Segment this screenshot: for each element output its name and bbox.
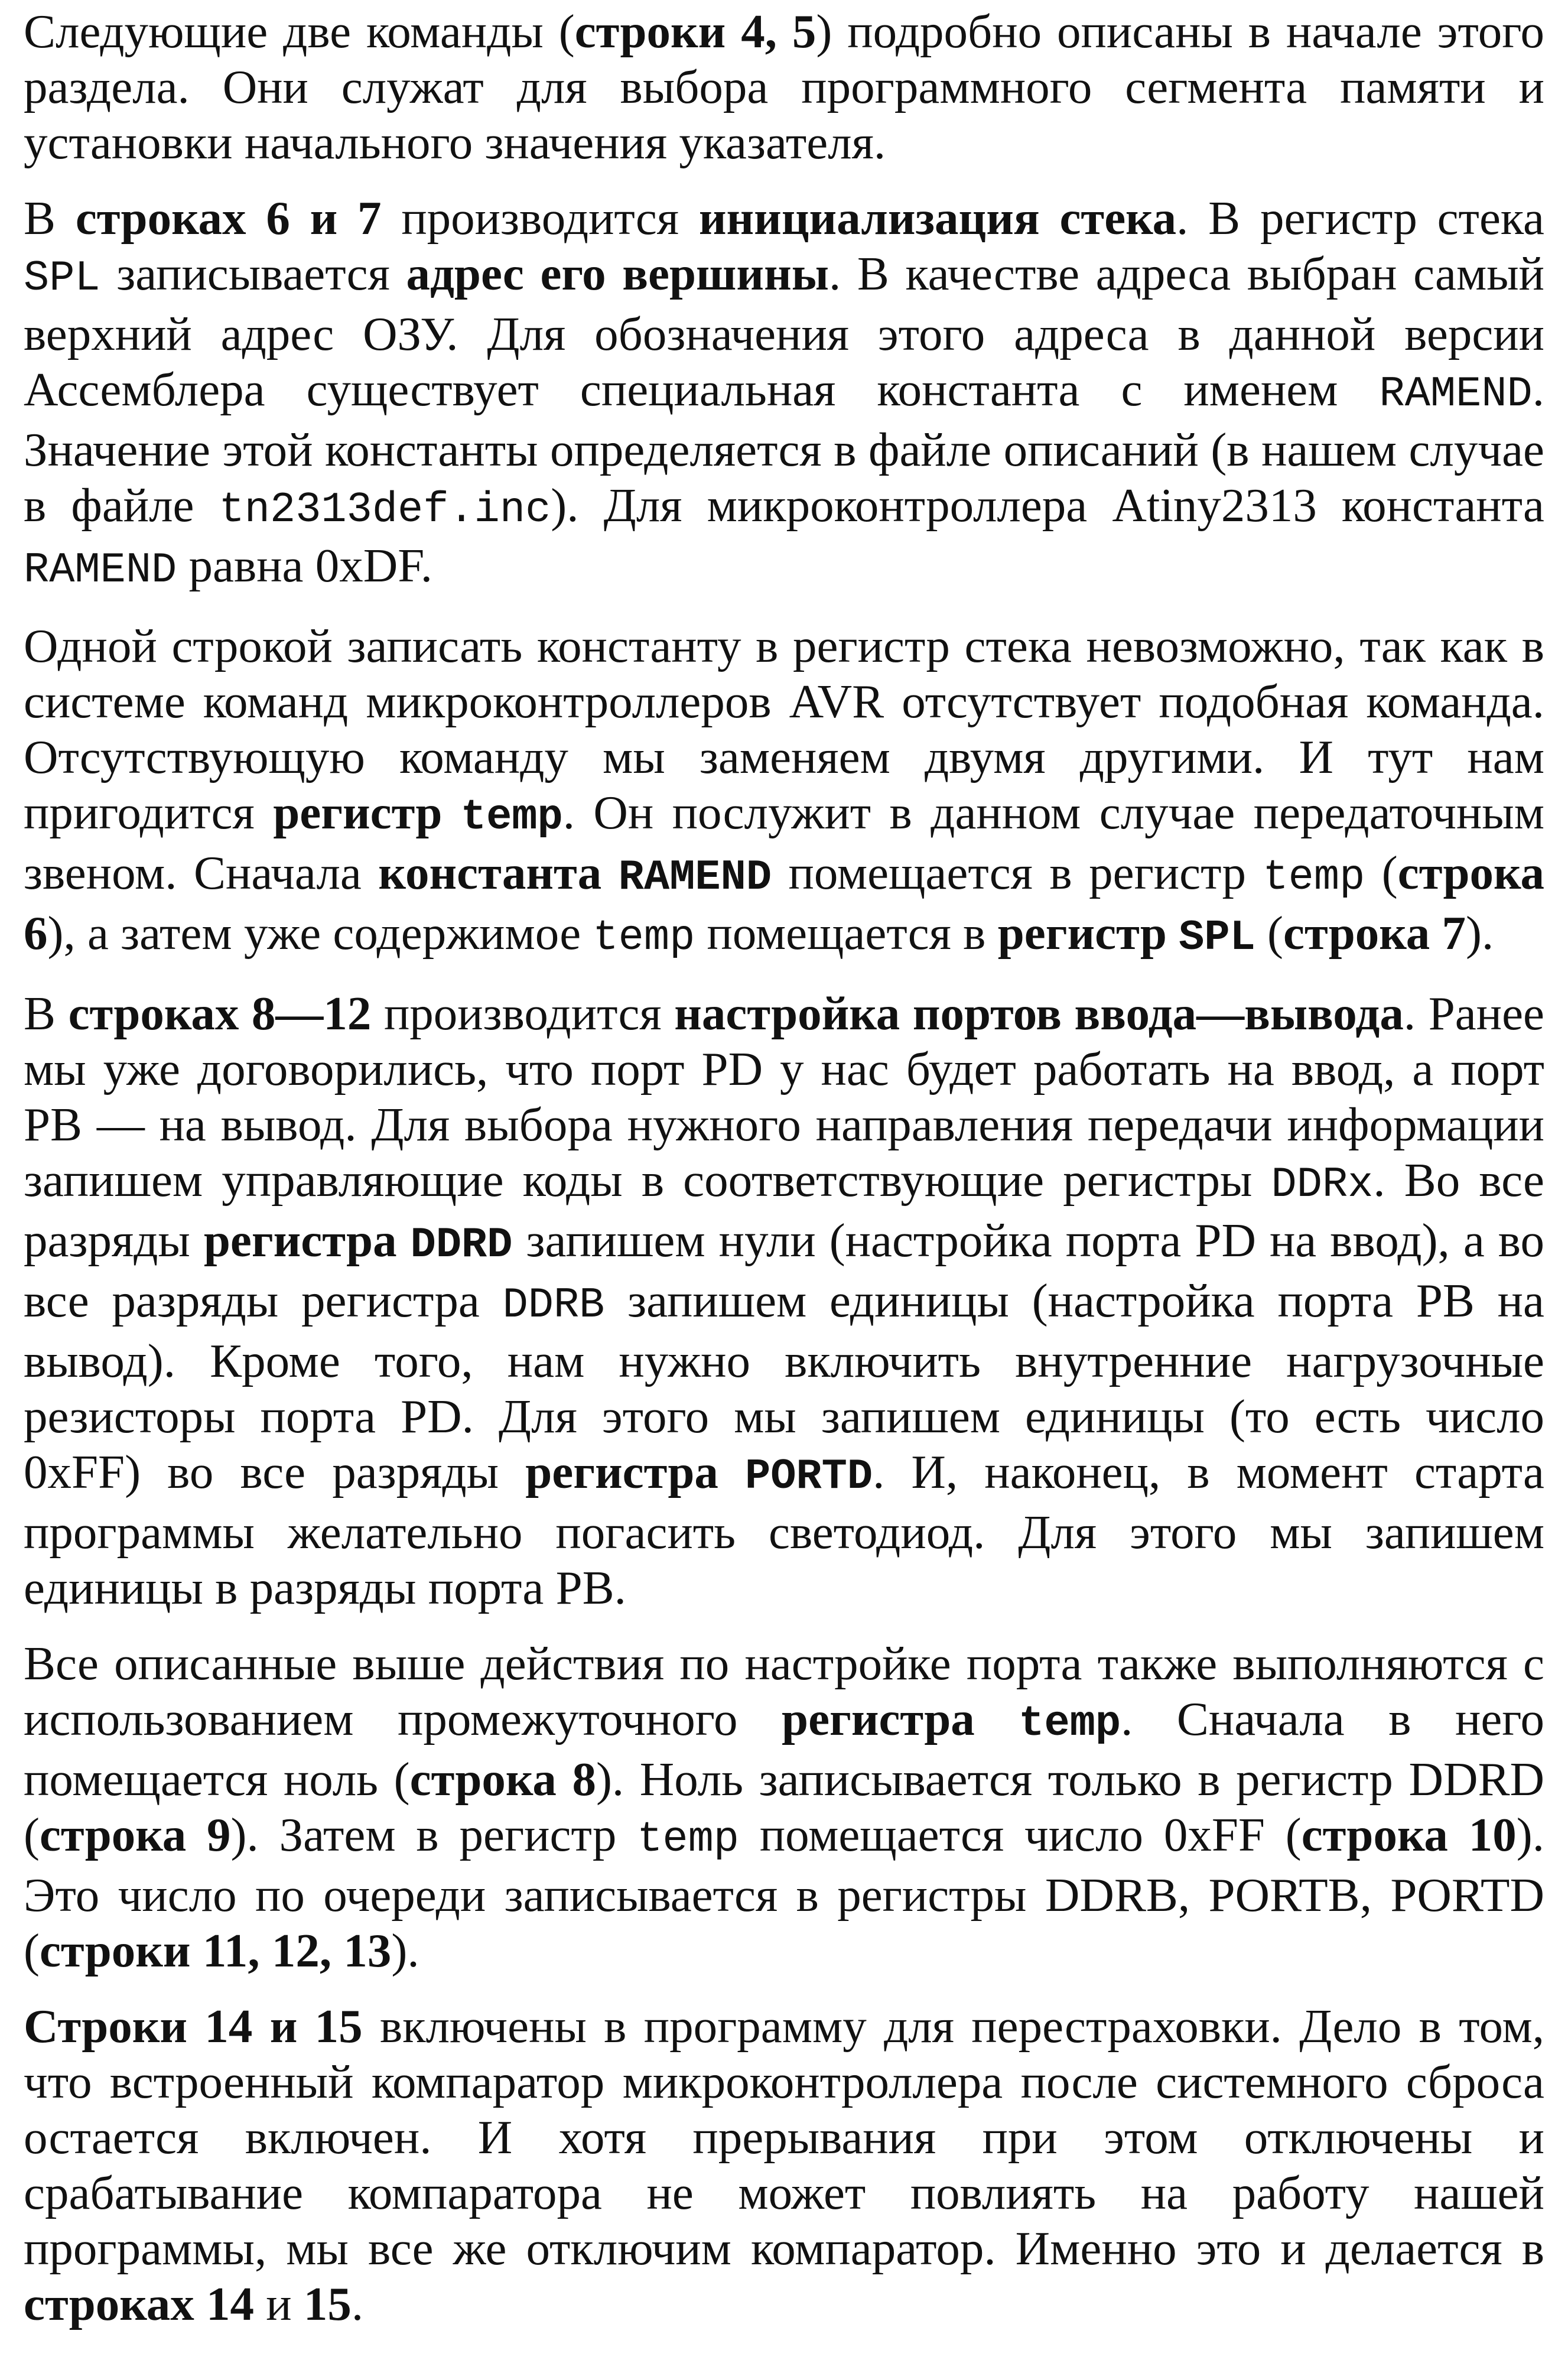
text-run-b: регистра (203, 1214, 411, 1267)
text-run-b: строка 9 (39, 1808, 231, 1861)
paragraph-5 (24, 1636, 1544, 1978)
text-run: . Он послужит в данном случае передаточным звеном. Сначала (24, 786, 1544, 899)
text-run-b: строках 14 (24, 2277, 254, 2330)
text-run-m: RAMEND (1379, 370, 1533, 418)
text-run: производится (371, 987, 675, 1040)
text-run: ). (391, 1924, 419, 1977)
text-run-b: 15 (303, 2277, 352, 2330)
text-run: . И, наконец, в момент старта программы желательно погасить светодиод. Для этого мы запишем единицы в разряды порта PB. (24, 1445, 1545, 1614)
text-run: ). Для микроконтроллера Atiny2313 константа (551, 479, 1544, 532)
paragraph-6 (24, 1998, 1544, 2332)
text-run-m: temp (637, 1815, 740, 1864)
text-run: . Во все разряды (24, 1153, 1544, 1267)
text-run-m: temp (1263, 853, 1365, 902)
text-run-b: строка 8 (409, 1753, 596, 1806)
text-run-mb: PORTD (745, 1452, 873, 1501)
text-run: . В регистр стека (1176, 191, 1544, 245)
text-run: . В качестве адреса выбран самый верхний адрес ОЗУ. Для обозначения этого адреса в данной версии Ассемблера существует специальная константа с именем (24, 247, 1544, 416)
text-run: помещается в (695, 906, 998, 960)
text-run-mb: temp (1019, 1699, 1121, 1748)
paragraph-1 (24, 4, 1544, 170)
text-run: В (24, 987, 69, 1040)
text-run: записывается (100, 247, 406, 300)
text-run: запишем единицы (настройка порта PB на вывод). Кроме того, нам нужно включить внутренние нагрузочные резисторы порта PD. Для этого мы запишем единицы (то есть число 0xFF) во все разряды (24, 1274, 1544, 1498)
text-run: ) подробно описаны в начале этого раздела. Они служат для выбора программного сегмента памяти и установки начального значения указателя. (24, 5, 1544, 169)
text-run-b: строка 6 (24, 846, 1544, 960)
text-run: запишем нули (настройка порта PD на ввод), а во все разряды регистра (24, 1214, 1544, 1327)
text-run: ), а затем уже содержимое (47, 906, 593, 960)
paragraph-2 (24, 190, 1544, 598)
text-run-b: строки 11, 12, 13 (39, 1924, 392, 1977)
text-run-m: tn2313def.inc (219, 486, 551, 534)
text-run-b: регистр (273, 786, 461, 839)
text-run: ). (1466, 906, 1494, 960)
text-run-m: temp (593, 914, 695, 962)
text-run: ( (1365, 846, 1398, 899)
text-run: помещается в регистр (772, 846, 1263, 899)
document-page (24, 4, 1544, 2332)
text-run-b: константа (378, 846, 619, 899)
text-run-mb: temp (460, 793, 563, 841)
paragraph-3 (24, 618, 1544, 966)
text-run: производится (381, 191, 699, 245)
text-run-b: регистра (782, 1692, 1019, 1745)
text-run-b: строка 10 (1301, 1808, 1517, 1861)
text-run: Следующие две команды ( (24, 5, 575, 58)
text-run-b: строка 7 (1283, 906, 1466, 960)
text-run: ). Ноль записывается только в регистр DDRD ( (24, 1753, 1545, 1861)
text-run: включены в программу для перестраховки. Дело в том, что встроенный компаратор микроконтроллера после системного сброса остается включен. И хотя прерывания при этом отключены и срабатывание компаратора не может повлиять на работу нашей программы, мы все же отключим компаратор. Именно это и делается в (24, 2000, 1544, 2275)
paragraph-4 (24, 986, 1544, 1615)
text-run: помещается число 0xFF ( (739, 1808, 1302, 1861)
text-run: и (253, 2277, 304, 2330)
text-run: Одной строкой записать константу в регистр стека невозможно, так как в системе команд микроконтроллеров AVR отсутствует подобная команда. Отсутствующую команду мы заменяем двумя другими. И тут нам пригодится (24, 619, 1544, 839)
text-run: . Ранее мы уже договорились, что порт PD у нас будет работать на ввод, а порт PB — на вывод. Для выбора нужного направления передачи информации запишем управляющие коды в соответствующие регистры (24, 987, 1544, 1207)
text-run-b: строках 6 и 7 (75, 191, 382, 245)
text-run-mb: RAMEND (618, 853, 772, 902)
text-run-b: настройка портов ввода—вывода (674, 987, 1404, 1040)
text-run-m: SPL (24, 254, 100, 303)
text-run: ). Затем в регистр (230, 1808, 637, 1861)
text-run: . Значение этой константы определяется в файле описаний (в нашем случае в файле (24, 363, 1544, 532)
text-run-b: инициализация стека (698, 191, 1177, 245)
text-run-m: RAMEND (24, 546, 177, 594)
text-run-mb: SPL (1179, 914, 1255, 962)
text-run-mb: DDRD (410, 1221, 513, 1269)
text-run-b: строках 8—12 (68, 987, 372, 1040)
text-run: . (351, 2277, 364, 2330)
text-run-m: DDRB (502, 1281, 605, 1329)
text-run-b: Строки 14 и 15 (24, 2000, 363, 2053)
text-run: В (24, 191, 76, 245)
text-run: Все описанные выше действия по настройке порта также выполняются с использованием промежуточного (24, 1637, 1544, 1745)
text-run: ). Это число по очереди записывается в регистры DDRB, PORTB, PORTD ( (24, 1808, 1544, 1977)
text-run-b: строки 4, 5 (574, 5, 816, 58)
text-run-m: DDRx (1271, 1161, 1374, 1209)
text-run: ( (1255, 906, 1284, 960)
text-run: равна 0xDF. (177, 539, 433, 592)
text-run-b: регистр (997, 906, 1179, 960)
text-run-b: адрес его вершины (406, 247, 829, 300)
text-run: . Сначала в него помещается ноль ( (24, 1692, 1545, 1806)
text-run-b: регистра (525, 1445, 746, 1498)
